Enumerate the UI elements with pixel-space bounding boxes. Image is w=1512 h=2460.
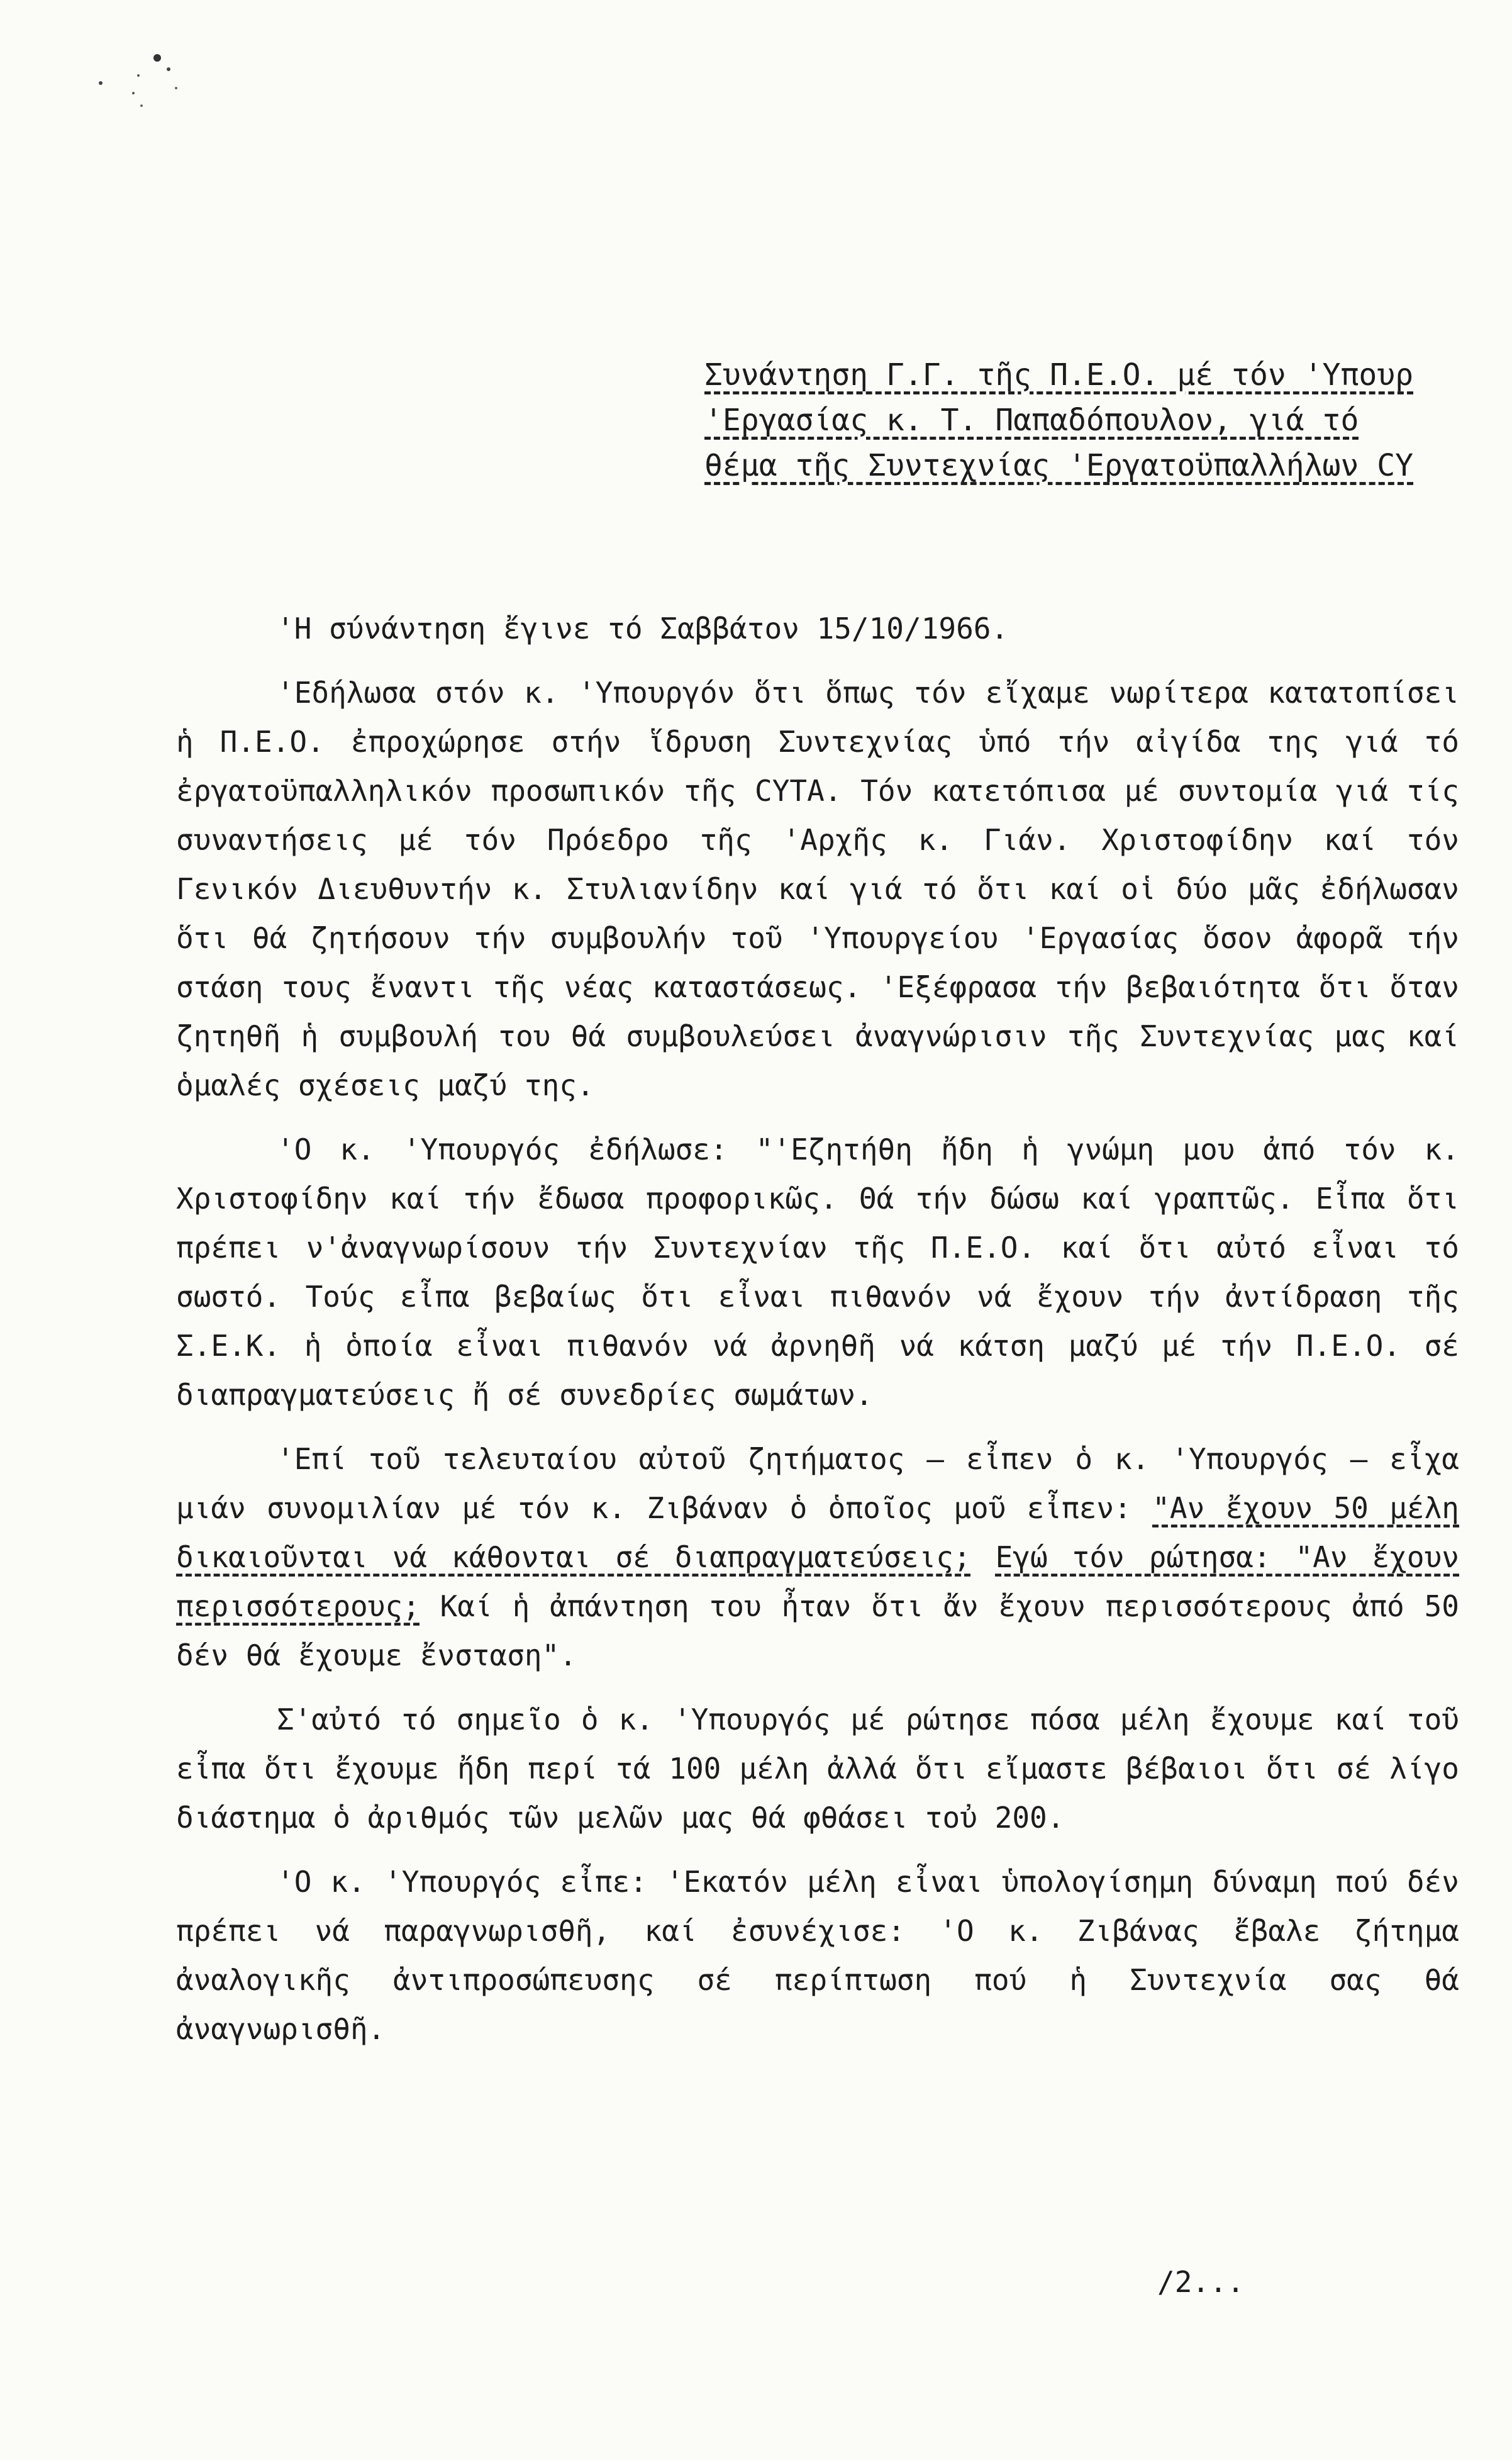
paragraph-briefing: 'Εδήλωσα στόν κ. 'Υπουργόν ὅτι ὅπως τόν εἴχαμε νωρίτερα κατατοπίσει ἡ Π.Ε.Ο. ἐπροχώρησε στήν ἵδρυση Συντεχνίας ὑπό τήν αἰγίδα της γιά τό ἐργατοϋπαλληλικόν προσωπικόν τῆς CYTA. Τόν κατετόπισα μέ συντομία γιά τίς συναντήσεις μέ τόν Πρόεδρο τῆς 'Αρχῆς κ. Γιάν. Χριστοφίδην καί τόν Γενικόν Διευθυντήν κ. Στυλιανίδην καί γιά τό ὅτι καί οἱ δύο μᾶς ἐδήλωσαν ὅτι θά ζητήσουν τήν συμβουλήν τοῦ 'Υπουργείου 'Εργασίας ὅσον ἀφορᾶ τήν στάση τους ἔναντι τῆς νέας καταστάσεως. 'Εξέφρασα τήν βεβαιότητα ὅτι ὅταν ζητηθῆ ἡ συμβουλή του θά συμβουλεύσει ἀναγνώρισιν τῆς Συντεχνίας μας καί ὁμαλές σχέσεις μαζύ της. (176, 676, 1459, 1102)
heading-line-1: Συνάντηση Γ.Γ. τῆς Π.Ε.Ο. μέ τόν 'Υπουρ (704, 357, 1414, 393)
paragraph-membership: Σ'αὐτό τό σημεῖο ὁ κ. 'Υπουργός μέ ρώτησε πόσα μέλη ἔχουμε καί τοῦ εἶπα ὅτι ἔχουμε ἤδη περί τά 100 μέλη ἀλλά ὅτι εἴμαστε βέβαιοι ὅτι σέ λίγο διάστημα ὁ ἀριθμός τῶν μελῶν μας θά φθάσει τοὐ 200. (176, 1702, 1459, 1835)
heading-line-2: 'Εργασίας κ. Τ. Παπαδόπουλον, γιά τό (704, 403, 1359, 438)
page-number: /2... (1157, 2265, 1245, 2299)
paragraph-zivanas-conversation (176, 1434, 1459, 1680)
zivanas-quote-2: Εγώ τόν ρώτησα: "Αν ἔχουν περισσότερους; (176, 1540, 1459, 1623)
zivanas-quote-1: "Αν ἔχουν 50 μέλη δικαιοῦνται νά κάθονται σέ διαπραγματεύσεις; (176, 1491, 1459, 1574)
heading-line-3: θέμα τῆς Συντεχνίας 'Εργατοϋπαλλήλων CY (704, 448, 1414, 483)
zivanas-lead: 'Επί τοῦ τελευταίου αὐτοῦ ζητήματος – εἶπεν ὁ κ. 'Υπουργός – εἶχα μιάν συνομιλίαν μέ τόν κ. Ζιβάναν ὁ ὁποῖος μοῦ εἶπεν: (176, 1442, 1459, 1525)
paragraph-minister-statement: 'Ο κ. 'Υπουργός ἐδήλωσε: "'Εζητήθη ἤδη ἡ γνώμη μου ἀπό τόν κ. Χριστοφίδην καί τήν ἔδωσα προφορικῶς. Θά τήν δώσω καί γραπτῶς. Εἶπα ὅτι πρέπει ν'ἀναγνωρίσουν τήν Συντεχνίαν τῆς Π.Ε.Ο. καί ὅτι αὐτό εἶναι τό σωστό. Τούς εἶπα βεβαίως ὅτι εἶναι πιθανόν νά ἔχουν τήν ἀντίδραση τῆς Σ.Ε.Κ. ἡ ὁποία εἶναι πιθανόν νά ἀρνηθῆ νά κάτση μαζύ μέ τήν Π.Ε.Ο. σέ διαπραγματεύσεις ἤ σέ συνεδρίες σωμάτων. (176, 1132, 1459, 1412)
paragraph-meeting-date: 'Η σύνάντηση ἔγινε τό Σαββάτον 15/10/1966. (277, 612, 1009, 646)
zivanas-tail: Καί ἡ ἀπάντηση του ἦταν ὅτι ἄν ἔχουν περισσότερους ἀπό 50 δέν θά ἔχουμε ἔνσταση". (176, 1589, 1459, 1672)
paragraph-representation: 'Ο κ. 'Υπουργός εἶπε: 'Εκατόν μέλη εἶναι ὑπολογίσημη δύναμη πού δέν πρέπει νά παραγνωρισθῆ, καί ἐσυνέχισε: 'Ο κ. Ζιβάνας ἔβαλε ζήτημα ἀναλογικῆς ἀντιπροσώπευσης σέ περίπτωση πού ἡ Συντεχνία σας θά ἀναγνωρισθῆ. (176, 1865, 1459, 2046)
scan-specks (63, 44, 201, 120)
document-body (176, 604, 1459, 2069)
document-heading (704, 352, 1484, 488)
